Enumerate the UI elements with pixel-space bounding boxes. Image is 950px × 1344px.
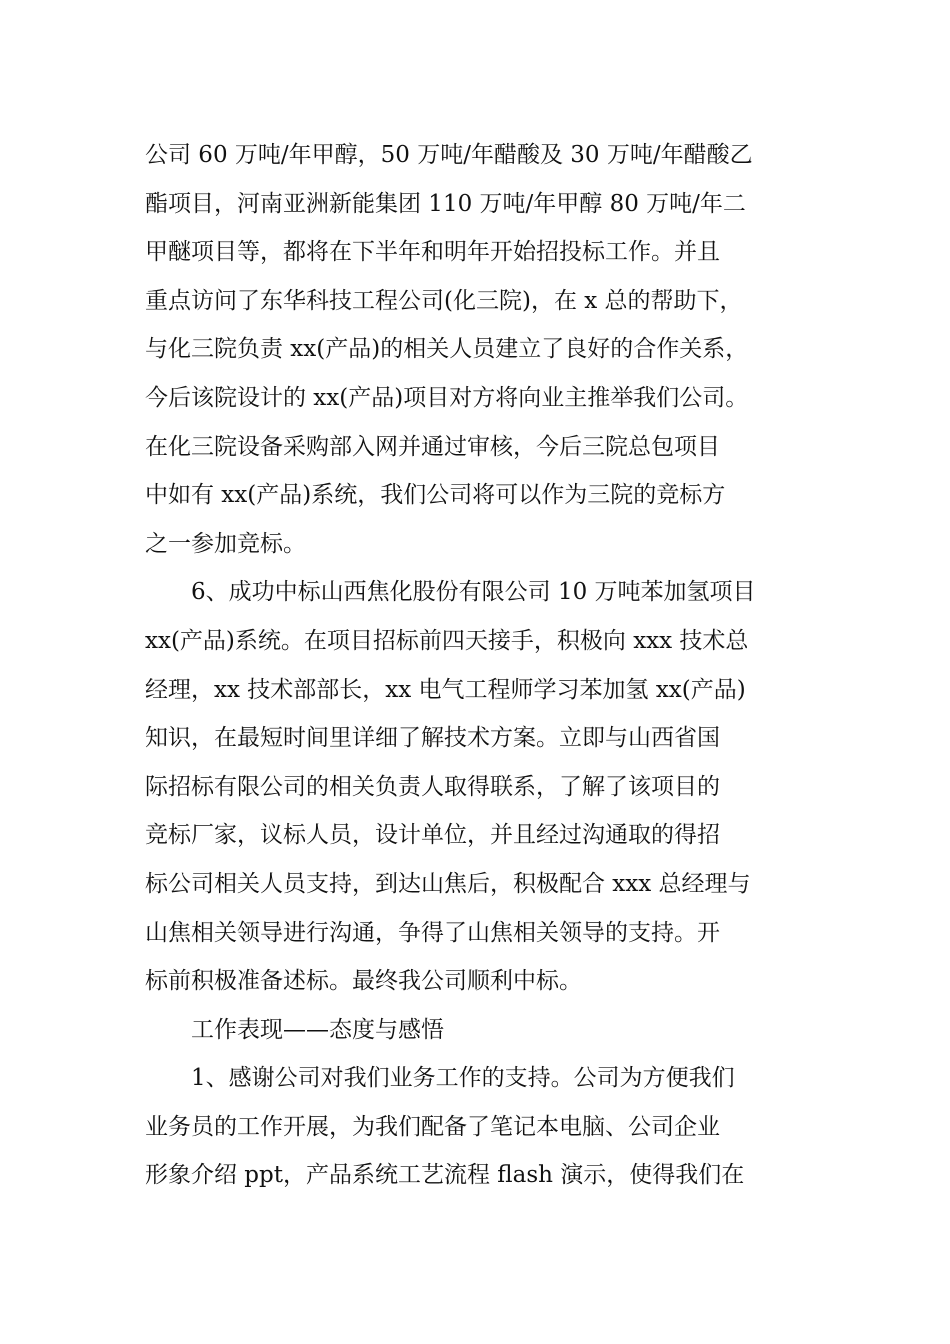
text-line: 业务员的工作开展，为我们配备了笔记本电脑、公司企业 bbox=[145, 1113, 720, 1140]
text-line: xx(产品)系统。在项目招标前四天接手，积极向 xxx 技术总 bbox=[145, 627, 749, 654]
text-line: 标公司相关人员支持，到达山焦后，积极配合 xxx 总经理与 bbox=[145, 870, 751, 897]
text-line: 6、成功中标山西焦化股份有限公司 10 万吨苯加氢项目 bbox=[191, 579, 756, 606]
text-line: 重点访问了东华科技工程公司(化三院)，在 x 总的帮助下， bbox=[145, 287, 743, 314]
body-text bbox=[145, 131, 810, 1200]
text-line: 知识，在最短时间里详细了解技术方案。立即与山西省国 bbox=[145, 725, 720, 752]
text-line: 甲醚项目等，都将在下半年和明年开始招投标工作。并且 bbox=[145, 239, 720, 266]
text-line: 山焦相关领导进行沟通，争得了山焦相关领导的支持。开 bbox=[145, 919, 720, 946]
text-line: 形象介绍 ppt，产品系统工艺流程 flash 演示，使得我们在 bbox=[145, 1162, 745, 1189]
text-line: 公司 60 万吨/年甲醇，50 万吨/年醋酸及 30 万吨/年醋酸乙 bbox=[145, 142, 753, 168]
text-line: 工作表现——态度与感悟 bbox=[191, 1016, 444, 1043]
text-line: 在化三院设备采购部入网并通过审核，今后三院总包项目 bbox=[145, 433, 720, 460]
text-line: 与化三院负责 xx(产品)的相关人员建立了良好的合作关系， bbox=[145, 336, 749, 363]
text-line: 1、感谢公司对我们业务工作的支持。公司为方便我们 bbox=[191, 1065, 735, 1092]
text-line: 标前积极准备述标。最终我公司顺利中标。 bbox=[145, 968, 582, 995]
text-line: 酯项目，河南亚洲新能集团 110 万吨/年甲醇 80 万吨/年二 bbox=[145, 190, 746, 217]
text-line: 之一参加竞标。 bbox=[145, 530, 306, 557]
text-line: 今后该院设计的 xx(产品)项目对方将向业主推举我们公司。 bbox=[145, 384, 749, 411]
text-line: 中如有 xx(产品)系统，我们公司将可以作为三院的竞标方 bbox=[145, 482, 726, 509]
text-line: 竞标厂家，议标人员，设计单位，并且经过沟通取的得招 bbox=[145, 822, 720, 849]
text-line: 经理，xx 技术部部长，xx 电气工程师学习苯加氢 xx(产品) bbox=[145, 676, 746, 703]
text-line: 际招标有限公司的相关负责人取得联系，了解了该项目的 bbox=[145, 773, 720, 800]
